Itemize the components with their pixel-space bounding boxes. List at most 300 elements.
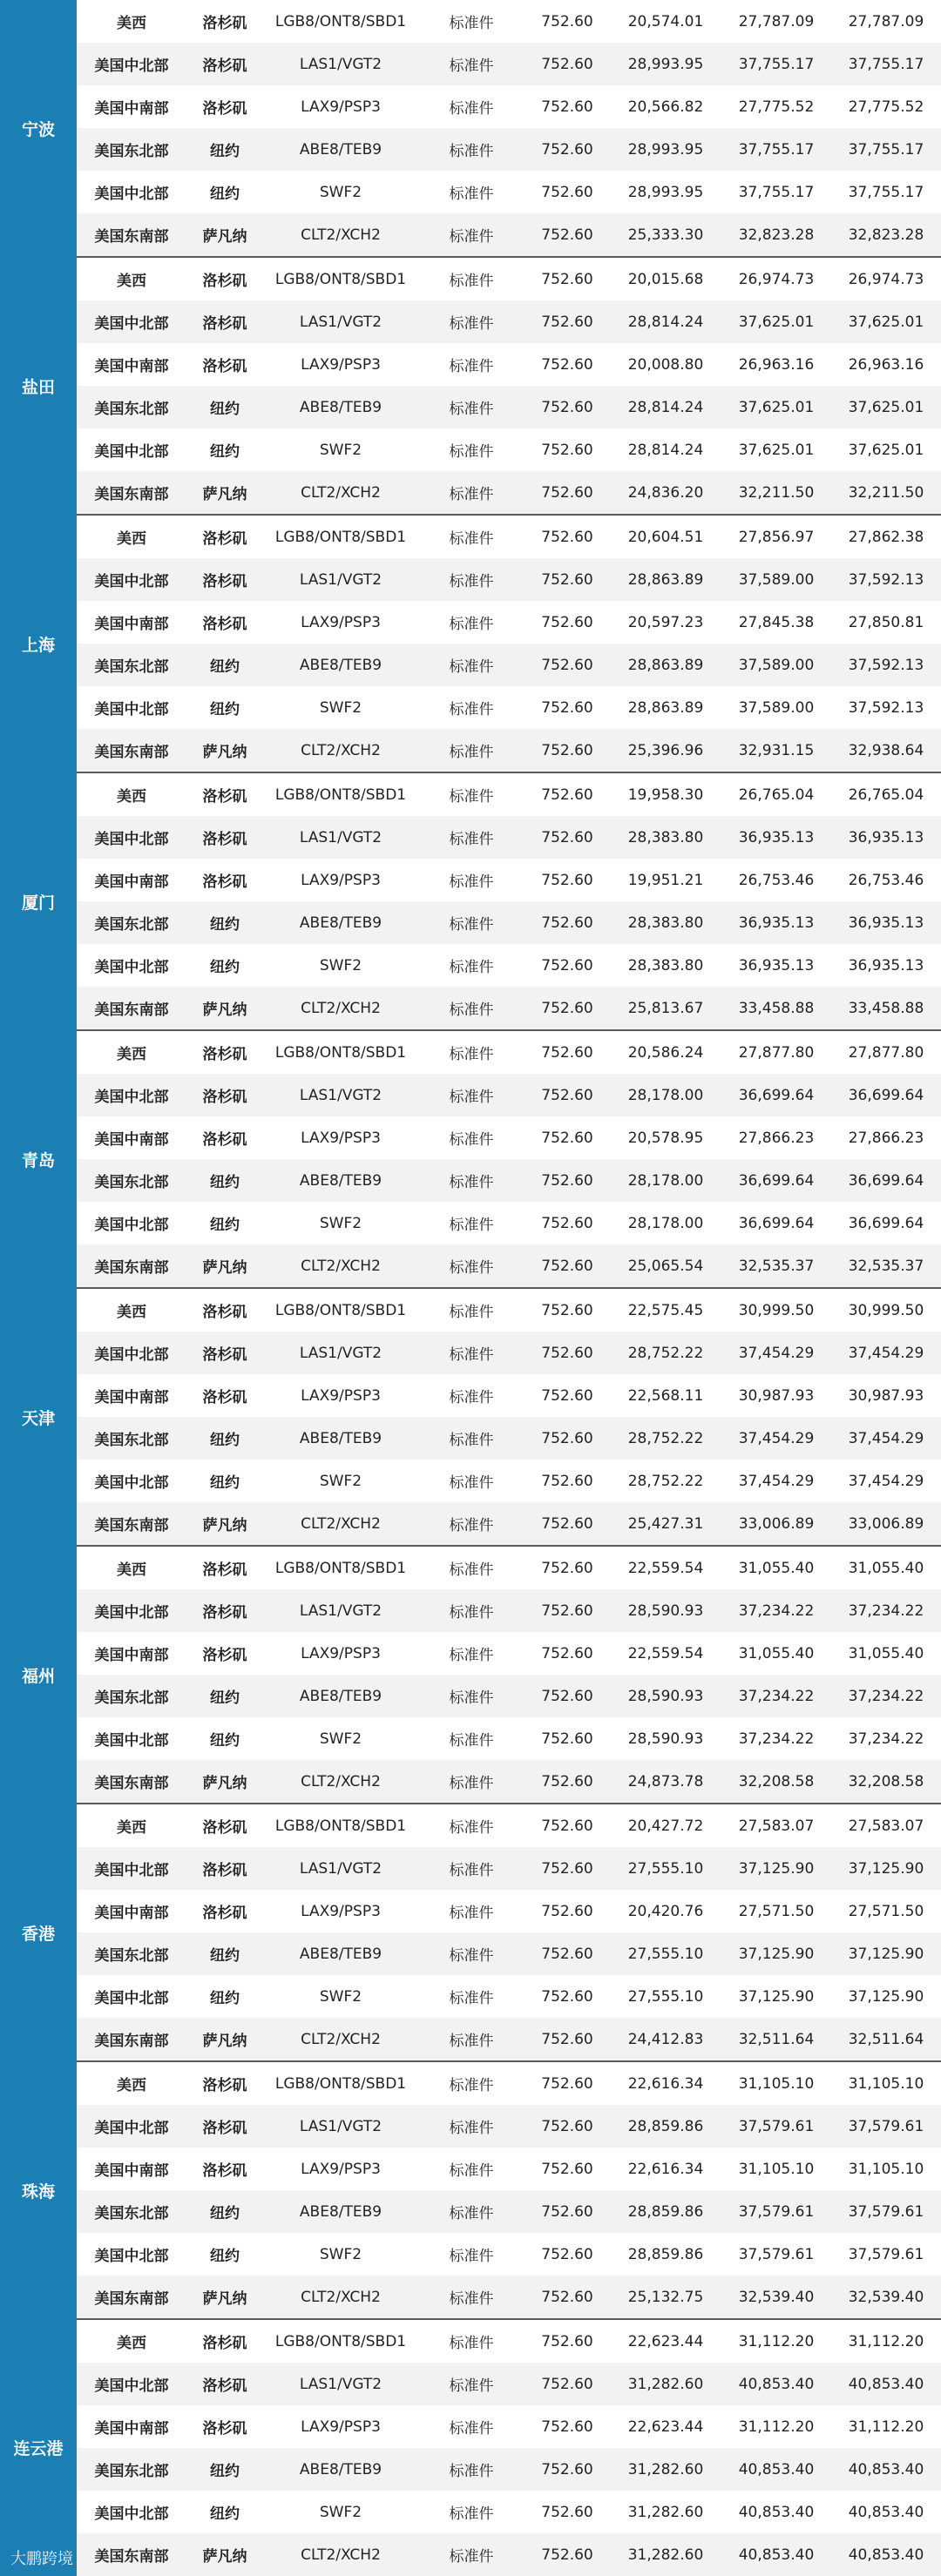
rate-cell-1: 28,383.80 — [627, 956, 704, 974]
city-cell: 纽约 — [210, 185, 240, 203]
city-cell: 纽约 — [210, 1217, 240, 1234]
rate-cell-1: 28,859.86 — [610, 2190, 721, 2233]
rate-cell-2: 32,511.64 — [721, 2018, 831, 2061]
rate-cell-2: 31,112.20 — [738, 2332, 815, 2350]
rate-cell-1: 31,282.60 — [627, 2503, 704, 2521]
warehouse-code-cell: LGB8/ONT8/SBD1 — [274, 528, 407, 546]
item-type-cell: 标准件 — [418, 816, 525, 859]
region-cell: 美国东北部 — [77, 128, 186, 171]
rate-cell-2: 26,753.46 — [738, 871, 815, 889]
region-cell: 美国东南部 — [77, 2018, 186, 2061]
rate-cell-1: 22,559.54 — [627, 1644, 704, 1662]
rate-cell-1: 20,566.82 — [627, 98, 704, 116]
table-row — [0, 300, 941, 343]
item-type-cell: 标准件 — [449, 1990, 494, 2007]
table-row — [0, 471, 941, 515]
region-cell: 美国东北部 — [77, 1675, 186, 1717]
unit-price-cell: 752.60 — [541, 270, 593, 288]
port-cell: 连云港 — [0, 2319, 77, 2576]
table-row — [0, 1417, 941, 1460]
item-type-cell: 标准件 — [449, 873, 494, 891]
unit-price-cell: 752.60 — [525, 1074, 610, 1116]
unit-price-cell: 752.60 — [541, 1817, 593, 1835]
unit-price-cell: 752.60 — [525, 1589, 610, 1632]
rate-cell-2: 31,112.20 — [738, 2418, 815, 2436]
city-cell: 洛杉矶 — [202, 1304, 247, 1321]
rate-cell-2: 36,699.64 — [721, 1159, 831, 1202]
rate-cell-3: 27,775.52 — [848, 98, 924, 116]
city-cell: 萨凡纳 — [186, 471, 263, 515]
rate-cell-1: 28,178.00 — [610, 1159, 721, 1202]
rate-cell-2: 36,935.13 — [721, 816, 831, 859]
unit-price-cell: 752.60 — [541, 1559, 593, 1577]
rate-cell-2: 37,589.00 — [721, 644, 831, 686]
table-row — [0, 1632, 941, 1675]
rate-cell-1: 28,859.86 — [610, 2105, 721, 2148]
item-type-cell: 标准件 — [418, 128, 525, 171]
warehouse-code-cell: SWF2 — [319, 441, 362, 459]
rate-cell-3: 32,823.28 — [831, 213, 941, 257]
unit-price-cell: 752.60 — [525, 1760, 610, 1804]
region-cell: 美国中北部 — [77, 2105, 186, 2148]
rate-cell-2: 27,583.07 — [738, 1817, 815, 1835]
rate-cell-3: 37,579.61 — [848, 2245, 924, 2263]
table-row — [0, 1202, 941, 1244]
item-type-cell: 标准件 — [449, 2335, 494, 2352]
item-type-cell: 标准件 — [449, 1046, 494, 1063]
city-cell: 萨凡纳 — [186, 2533, 263, 2576]
rate-cell-3: 27,850.81 — [848, 613, 924, 631]
item-type-cell: 标准件 — [418, 1074, 525, 1116]
table-row — [0, 1589, 941, 1632]
rate-cell-2: 37,125.90 — [721, 1847, 831, 1890]
rate-cell-2: 36,699.64 — [738, 1214, 815, 1232]
region-cell: 美国中北部 — [77, 1332, 186, 1374]
item-type-cell: 标准件 — [418, 2190, 525, 2233]
city-cell: 洛杉矶 — [186, 2363, 263, 2405]
unit-price-cell: 752.60 — [541, 1902, 593, 1920]
table-row — [0, 515, 941, 558]
city-cell: 纽约 — [210, 1990, 240, 2007]
warehouse-code-cell: LGB8/ONT8/SBD1 — [274, 1559, 407, 1577]
rate-cell-2: 37,625.01 — [721, 386, 831, 428]
city-cell: 洛杉矶 — [202, 788, 247, 806]
city-cell: 纽约 — [186, 2190, 263, 2233]
rate-cell-2: 27,787.09 — [738, 12, 815, 30]
unit-price-cell: 752.60 — [525, 2448, 610, 2491]
item-type-cell: 标准件 — [418, 2105, 525, 2148]
warehouse-code-cell: LAX9/PSP3 — [301, 1129, 381, 1147]
unit-price-cell: 752.60 — [541, 1386, 593, 1405]
city-cell: 纽约 — [210, 959, 240, 976]
rate-cell-2: 30,987.93 — [738, 1386, 815, 1405]
city-cell: 萨凡纳 — [186, 987, 263, 1030]
rate-cell-2: 36,935.13 — [721, 901, 831, 944]
rate-cell-3: 27,787.09 — [848, 12, 924, 30]
rate-cell-3: 37,125.90 — [831, 1932, 941, 1975]
table-row — [0, 686, 941, 729]
warehouse-code-cell: SWF2 — [319, 1987, 362, 2006]
unit-price-cell: 752.60 — [541, 528, 593, 546]
warehouse-code-cell: LAX9/PSP3 — [301, 2160, 381, 2178]
table-row — [0, 1374, 941, 1417]
rate-cell-3: 37,625.01 — [831, 300, 941, 343]
table-row — [0, 1244, 941, 1288]
region-cell: 美国中北部 — [77, 300, 186, 343]
table-row — [0, 2491, 941, 2533]
warehouse-code-cell: CLT2/XCH2 — [263, 1244, 418, 1288]
rate-cell-3: 36,699.64 — [831, 1074, 941, 1116]
item-type-cell: 标准件 — [449, 1217, 494, 1234]
rate-cell-2: 37,454.29 — [721, 1417, 831, 1460]
rate-cell-2: 31,105.10 — [738, 2074, 815, 2093]
rate-cell-1: 20,578.95 — [627, 1129, 704, 1147]
item-type-cell: 标准件 — [449, 1131, 494, 1149]
rate-cell-1: 20,420.76 — [627, 1902, 704, 1920]
item-type-cell: 标准件 — [449, 2077, 494, 2094]
rate-cell-3: 37,125.90 — [848, 1987, 924, 2006]
warehouse-code-cell: SWF2 — [319, 1472, 362, 1490]
city-cell: 洛杉矶 — [202, 15, 247, 32]
city-cell: 洛杉矶 — [186, 1589, 263, 1632]
rate-cell-3: 37,755.17 — [848, 183, 924, 201]
rate-cell-2: 30,999.50 — [738, 1301, 815, 1319]
rate-cell-3: 27,877.80 — [848, 1043, 924, 1062]
rate-cell-3: 37,579.61 — [831, 2190, 941, 2233]
rate-cell-3: 37,234.22 — [831, 1675, 941, 1717]
table-row — [0, 128, 941, 171]
city-cell: 萨凡纳 — [186, 729, 263, 772]
region-cell: 美国东北部 — [77, 1159, 186, 1202]
rate-cell-2: 37,454.29 — [721, 1332, 831, 1374]
city-cell: 萨凡纳 — [186, 1760, 263, 1804]
unit-price-cell: 752.60 — [525, 987, 610, 1030]
unit-price-cell: 752.60 — [525, 1332, 610, 1374]
city-cell: 纽约 — [210, 443, 240, 461]
city-cell: 洛杉矶 — [202, 100, 247, 118]
city-cell: 洛杉矶 — [202, 2420, 247, 2438]
unit-price-cell: 752.60 — [541, 1043, 593, 1062]
rate-cell-3: 31,055.40 — [848, 1644, 924, 1662]
warehouse-code-cell: ABE8/TEB9 — [263, 1417, 418, 1460]
city-cell: 洛杉矶 — [202, 1389, 247, 1406]
unit-price-cell: 752.60 — [541, 1644, 593, 1662]
table-row — [0, 1159, 941, 1202]
rate-cell-2: 32,823.28 — [721, 213, 831, 257]
region-cell: 美国中北部 — [77, 1589, 186, 1632]
rate-cell-1: 20,604.51 — [627, 528, 704, 546]
region-cell: 美西 — [117, 2335, 146, 2352]
warehouse-code-cell: CLT2/XCH2 — [263, 2276, 418, 2319]
rate-cell-2: 32,539.40 — [721, 2276, 831, 2319]
table-row — [0, 1760, 941, 1804]
warehouse-code-cell: LAS1/VGT2 — [263, 300, 418, 343]
rate-cell-2: 26,765.04 — [738, 786, 815, 804]
rate-cell-2: 37,625.01 — [721, 300, 831, 343]
rate-cell-3: 27,866.23 — [848, 1129, 924, 1147]
item-type-cell: 标准件 — [418, 1332, 525, 1374]
rate-cell-3: 32,539.40 — [831, 2276, 941, 2319]
region-cell: 美国中北部 — [77, 43, 186, 85]
city-cell: 萨凡纳 — [186, 213, 263, 257]
warehouse-code-cell: LAX9/PSP3 — [301, 98, 381, 116]
rate-cell-3: 37,625.01 — [831, 386, 941, 428]
rate-cell-1: 25,813.67 — [610, 987, 721, 1030]
rate-cell-2: 36,935.13 — [738, 956, 815, 974]
item-type-cell: 标准件 — [418, 386, 525, 428]
item-type-cell: 标准件 — [449, 2505, 494, 2523]
warehouse-code-cell: LAS1/VGT2 — [263, 2363, 418, 2405]
warehouse-code-cell: CLT2/XCH2 — [263, 2533, 418, 2576]
table-row — [0, 772, 941, 816]
unit-price-cell: 752.60 — [525, 43, 610, 85]
table-row — [0, 0, 941, 43]
warehouse-code-cell: ABE8/TEB9 — [263, 901, 418, 944]
item-type-cell: 标准件 — [418, 901, 525, 944]
rate-cell-3: 37,579.61 — [831, 2105, 941, 2148]
rate-cell-2: 37,579.61 — [721, 2105, 831, 2148]
city-cell: 洛杉矶 — [186, 558, 263, 601]
port-cell: 青岛 — [0, 1030, 77, 1288]
unit-price-cell: 752.60 — [525, 2363, 610, 2405]
rate-cell-1: 27,555.10 — [627, 1987, 704, 2006]
table-row — [0, 1116, 941, 1159]
region-cell: 美国中南部 — [94, 1131, 169, 1149]
warehouse-code-cell: SWF2 — [319, 1214, 362, 1232]
region-cell: 美国东北部 — [77, 2448, 186, 2491]
table-row — [0, 386, 941, 428]
table-row — [0, 1847, 941, 1890]
item-type-cell: 标准件 — [418, 213, 525, 257]
city-cell: 纽约 — [186, 644, 263, 686]
rate-cell-2: 32,931.15 — [721, 729, 831, 772]
unit-price-cell: 752.60 — [525, 128, 610, 171]
rate-cell-3: 40,853.40 — [831, 2448, 941, 2491]
rate-cell-3: 37,755.17 — [831, 128, 941, 171]
rate-cell-3: 31,105.10 — [848, 2160, 924, 2178]
rate-cell-3: 27,571.50 — [848, 1902, 924, 1920]
table-row — [0, 1546, 941, 1589]
region-cell: 美国东北部 — [77, 1932, 186, 1975]
warehouse-code-cell: LGB8/ONT8/SBD1 — [274, 12, 407, 30]
item-type-cell: 标准件 — [418, 1589, 525, 1632]
table-row — [0, 1460, 941, 1502]
rate-cell-2: 33,458.88 — [721, 987, 831, 1030]
region-cell: 美国中北部 — [94, 443, 169, 461]
warehouse-code-cell: ABE8/TEB9 — [263, 2448, 418, 2491]
item-type-cell: 标准件 — [418, 1675, 525, 1717]
region-cell: 美国东南部 — [77, 2533, 186, 2576]
warehouse-code-cell: SWF2 — [319, 698, 362, 717]
warehouse-code-cell: LAX9/PSP3 — [301, 1644, 381, 1662]
rate-cell-3: 32,511.64 — [831, 2018, 941, 2061]
rate-cell-2: 27,775.52 — [738, 98, 815, 116]
rate-cell-1: 28,814.24 — [610, 386, 721, 428]
rate-cell-1: 25,427.31 — [610, 1502, 721, 1546]
city-cell: 洛杉矶 — [202, 273, 247, 290]
region-cell: 美国中北部 — [77, 1074, 186, 1116]
city-cell: 洛杉矶 — [186, 300, 263, 343]
unit-price-cell: 752.60 — [541, 2332, 593, 2350]
rate-cell-1: 22,568.11 — [627, 1386, 704, 1405]
rate-cell-3: 27,862.38 — [848, 528, 924, 546]
port-cell: 珠海 — [0, 2061, 77, 2319]
unit-price-cell: 752.60 — [541, 2074, 593, 2093]
warehouse-code-cell: LGB8/ONT8/SBD1 — [274, 2332, 407, 2350]
warehouse-code-cell: LAS1/VGT2 — [263, 816, 418, 859]
unit-price-cell: 752.60 — [541, 786, 593, 804]
rate-cell-1: 28,993.95 — [610, 43, 721, 85]
rate-cell-3: 36,935.13 — [831, 901, 941, 944]
table-row — [0, 428, 941, 471]
item-type-cell: 标准件 — [449, 358, 494, 375]
unit-price-cell: 752.60 — [541, 98, 593, 116]
table-row — [0, 213, 941, 257]
rate-cell-3: 36,935.13 — [831, 816, 941, 859]
table-row — [0, 1030, 941, 1074]
unit-price-cell: 752.60 — [541, 956, 593, 974]
rate-cell-3: 30,999.50 — [848, 1301, 924, 1319]
warehouse-code-cell: ABE8/TEB9 — [263, 1159, 418, 1202]
rate-cell-1: 28,752.22 — [610, 1332, 721, 1374]
unit-price-cell: 752.60 — [541, 1472, 593, 1490]
city-cell: 洛杉矶 — [186, 2105, 263, 2148]
table-row — [0, 257, 941, 300]
region-cell: 美国东南部 — [77, 987, 186, 1030]
rate-cell-3: 40,853.40 — [831, 2363, 941, 2405]
rate-cell-1: 25,132.75 — [610, 2276, 721, 2319]
region-cell: 美国中北部 — [94, 1990, 169, 2007]
rate-cell-1: 28,590.93 — [610, 1675, 721, 1717]
port-cell: 福州 — [0, 1546, 77, 1804]
rate-cell-2: 32,535.37 — [721, 1244, 831, 1288]
city-cell: 洛杉矶 — [202, 1905, 247, 1922]
warehouse-code-cell: CLT2/XCH2 — [263, 729, 418, 772]
unit-price-cell: 752.60 — [541, 698, 593, 717]
rate-cell-1: 28,993.95 — [627, 183, 704, 201]
rate-cell-3: 32,938.64 — [831, 729, 941, 772]
table-row — [0, 2018, 941, 2061]
unit-price-cell: 752.60 — [525, 1675, 610, 1717]
rate-cell-2: 37,755.17 — [721, 128, 831, 171]
region-cell: 美国中南部 — [94, 100, 169, 118]
region-cell: 美国中南部 — [94, 2162, 169, 2180]
rate-cell-3: 37,234.22 — [831, 1589, 941, 1632]
rate-cell-2: 40,853.40 — [738, 2503, 815, 2521]
rate-cell-1: 19,951.21 — [627, 871, 704, 889]
rate-cell-2: 40,853.40 — [721, 2448, 831, 2491]
region-cell: 美西 — [117, 1819, 146, 1837]
city-cell: 洛杉矶 — [202, 2162, 247, 2180]
warehouse-code-cell: CLT2/XCH2 — [263, 213, 418, 257]
region-cell: 美西 — [117, 2077, 146, 2094]
region-cell: 美国东南部 — [77, 1502, 186, 1546]
region-cell: 美国中北部 — [94, 185, 169, 203]
rate-cell-3: 26,963.16 — [848, 355, 924, 374]
table-row — [0, 2448, 941, 2491]
item-type-cell: 标准件 — [449, 100, 494, 118]
region-cell: 美西 — [117, 1561, 146, 1579]
region-cell: 美国中北部 — [94, 701, 169, 718]
unit-price-cell: 752.60 — [525, 300, 610, 343]
table-row — [0, 2105, 941, 2148]
port-cell: 盐田 — [0, 257, 77, 515]
warehouse-code-cell: CLT2/XCH2 — [263, 2018, 418, 2061]
table-row — [0, 644, 941, 686]
watermark-logo: 大鹏跨境 — [10, 2550, 73, 2568]
rate-cell-2: 37,234.22 — [738, 1730, 815, 1748]
city-cell: 萨凡纳 — [186, 1502, 263, 1546]
rate-cell-3: 40,853.40 — [848, 2503, 924, 2521]
table-row — [0, 43, 941, 85]
unit-price-cell: 752.60 — [541, 1301, 593, 1319]
rate-cell-3: 31,105.10 — [848, 2074, 924, 2093]
rate-cell-3: 37,592.13 — [831, 558, 941, 601]
region-cell: 美国中北部 — [94, 1474, 169, 1492]
rate-cell-2: 37,589.00 — [721, 558, 831, 601]
warehouse-code-cell: LAX9/PSP3 — [301, 613, 381, 631]
city-cell: 纽约 — [210, 701, 240, 718]
item-type-cell: 标准件 — [449, 273, 494, 290]
unit-price-cell: 752.60 — [525, 213, 610, 257]
region-cell: 美国中北部 — [77, 558, 186, 601]
warehouse-code-cell: SWF2 — [319, 2245, 362, 2263]
rate-cell-2: 32,208.58 — [721, 1760, 831, 1804]
city-cell: 纽约 — [186, 1417, 263, 1460]
rate-cell-2: 37,579.61 — [738, 2245, 815, 2263]
item-type-cell: 标准件 — [418, 1244, 525, 1288]
rate-cell-1: 28,863.89 — [627, 698, 704, 717]
rate-cell-3: 37,592.13 — [831, 644, 941, 686]
warehouse-code-cell: LAS1/VGT2 — [263, 1332, 418, 1374]
city-cell: 洛杉矶 — [186, 816, 263, 859]
rate-cell-1: 28,590.93 — [610, 1589, 721, 1632]
rate-cell-1: 28,859.86 — [627, 2245, 704, 2263]
port-cell: 厦门 — [0, 772, 77, 1030]
table-row — [0, 2061, 941, 2105]
city-cell: 纽约 — [186, 901, 263, 944]
city-cell: 洛杉矶 — [202, 1561, 247, 1579]
table-row — [0, 2533, 941, 2576]
port-cell: 宁波 — [0, 0, 77, 257]
city-cell: 纽约 — [186, 128, 263, 171]
unit-price-cell: 752.60 — [525, 1417, 610, 1460]
item-type-cell: 标准件 — [449, 443, 494, 461]
rate-cell-1: 28,752.22 — [610, 1417, 721, 1460]
table-row — [0, 1332, 941, 1374]
item-type-cell: 标准件 — [418, 1760, 525, 1804]
unit-price-cell: 752.60 — [525, 1932, 610, 1975]
unit-price-cell: 752.60 — [525, 1244, 610, 1288]
rate-cell-3: 27,583.07 — [848, 1817, 924, 1835]
unit-price-cell: 752.60 — [525, 2276, 610, 2319]
warehouse-code-cell: ABE8/TEB9 — [263, 1675, 418, 1717]
city-cell: 纽约 — [186, 1932, 263, 1975]
rate-cell-2: 31,055.40 — [738, 1559, 815, 1577]
warehouse-code-cell: ABE8/TEB9 — [263, 128, 418, 171]
warehouse-code-cell: LAS1/VGT2 — [263, 2105, 418, 2148]
table-row — [0, 859, 941, 901]
rate-cell-1: 22,616.34 — [627, 2074, 704, 2093]
rate-cell-2: 26,963.16 — [738, 355, 815, 374]
rate-cell-3: 37,454.29 — [831, 1417, 941, 1460]
item-type-cell: 标准件 — [418, 43, 525, 85]
rate-cell-2: 32,211.50 — [721, 471, 831, 515]
region-cell: 美国中北部 — [77, 2363, 186, 2405]
table-row — [0, 2190, 941, 2233]
unit-price-cell: 752.60 — [525, 2105, 610, 2148]
region-cell: 美西 — [117, 530, 146, 548]
